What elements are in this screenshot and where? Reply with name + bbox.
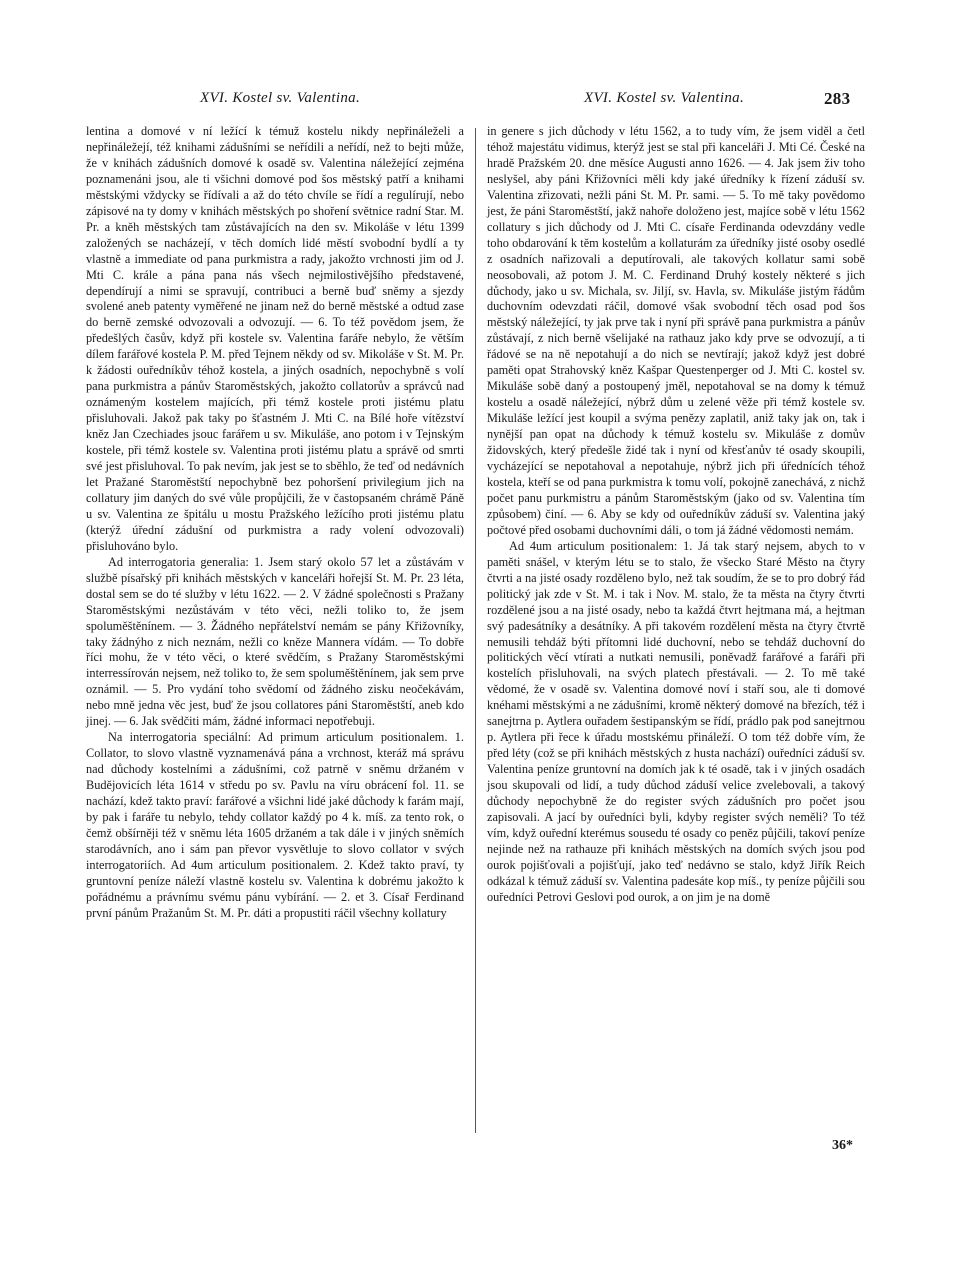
running-head-right: XVI. Kostel sv. Valentina. [584, 90, 744, 106]
paragraph: lentina a domové v ní ležící k témuž kostelu nikdy nepřináleželi a nepřináležejí, též knihami zádušními se neřídili a neřídí, než to bejti může, že v knihách zádušních domové k osadě sv. Valentina náležející zejména poznamenáni jsou, ale ti všichni domové pod šos městský patří a knihami městskými vždycky se řídívali a až do této chvíle se řídí a regulírují, nebo zápisové na ty domy v knihách městských po shoření světnice radní Star. M. Pr. a kněh městských tam zůstávajících na den sv. Mikoláše v létu 1399 založených se nacházejí, v těch domích lidé městí svobodní bydlí a ty vlastně a immediate od pana purkmistra a rady, jakožto vrchnosti jim od J. Mti C. krále a pána pana nás všech nejmilostivějšího představené, dependírují a nimi se spravují, contribuci a berně buď sněmy a sjezdy svolené aneb patenty vyměřené ne jinam než do berně městské a odtud zase do berně zemské odvozovali a odvozují. — 6. To též povědom jsem, že předešlých časův, když při kostele sv. Valentina faráře nebylo, že větším dílem farářové kostela P. M. před Tejnem někdy od sv. Mikoláše v St. M. Pr. k žádosti ouředníkův téhož kostela, a jiných osadních, nepochybně s volí pana purkmistra a pánův Staroměstských, jakožto collatorův a správců nad oznámeným kostelem majících, při témž kostele proti jistému platu přisluhovali. Jakož pak taky po šťastném J. Mti C. na Bílé hoře vítězství kněz Jan Czechiades jsouc farářem u sv. Mikuláše, ano potom i v Tejnským kostele, při témž kostele sv. Valentina proti jistému platu a správě od smrti své jest přisluhoval. To pak nevím, jak jest se to sběhlo, že teď od nedávních let Pražané Staroměstští nepochybně bez pohoršení privilegium jich na collatury jim daných do své vůle propůjčili, že v častopsaném chrámě Páně u sv. Valentina ze špitálu u mostu Pražského ležícího proti jistému platu (kterýž úřední zádušní od purkmistra a rady volení odvozovali) přisluhováno bylo. [86, 124, 464, 553]
right-column [487, 124, 865, 906]
column-divider [475, 128, 476, 1133]
paragraph: in genere s jich důchody v létu 1562, a to tudy vím, že jsem viděl a četl téhož majestátu vidimus, kterýž jest se stal při kanceláři J. Mti Cé. České na hradě Pražském 20. dne měsíce Augusti anno 1626. — 4. Jak jsem živ toho neslyšel, aby páni Křižovníci měli kdy jaké úředníky k řízení záduší sv. Valentina zřizovati, nežli páni St. M. Pr. sami. — 5. To mě taky povědomo jest, že páni Staroměstští, jakž nahoře doloženo jest, majíce sobě v létu 1562 collatury s jich důchody od J. Mti C. císaře Ferdinanda odevzdány vedle toho obdarování k těm kostelům a kollaturám za úředníky jisté osoby osedlé z osadních nařizovali a deputírovali, ale takových kollatur sami sobě neosobovali, až potom J. M. C. Ferdinand Druhý kostely některé s jich důchody, jako u sv. Michala, sv. Jiljí, sv. Havla, sv. Mikuláše jistým řádům duchovním odevzdati ráčil, domové však svobodní těch osad pod šos městský náležející, ty jak prve tak i nyní při správě pana purkmistra a pánův zůstávají, z nich berně všelijaké na rathauz jako kdy prve se odvozují, a ti řádové se na ně nepotahují a do nich se nevtírají; jakož když jest dobré paměti opat Strahovský kněz Kašpar Questenperger od J. Mti C. kostel sv. Mikuláše sobě daný a postoupený jměl, nepotahoval se na domy k témuž kostelu a osadě náležející, nýbrž dům u zelené věže při témž kostele sv. Mikuláše ležící jest koupil a svýma penězy zaplatil, aniž taky jak on, tak i nynější pan opat na důchody k témuž kostelu sv. Mikuláše z domův židovských, který předešle židé tak i nyní od křesťanův té osady skoupili, vycházející se nepotahoval a nepotahuje, nýbrž jich při úřednících téhož kostela, kteří se od pana purkmistra k tomu volí, pokojně zanechává, z nichž počet panu purkmistru a pánům Staroměstským (jako od sv. Valentina tím způsobem) činí. — 6. Aby se kdy od ouředníkův záduší sv. Valentina jaký počtové před osobami duchovními dáli, o tom já žádné vědomosti nemám. [487, 124, 865, 537]
left-column [86, 124, 464, 922]
running-head [0, 90, 960, 114]
signature-mark: 36* [832, 1138, 853, 1153]
paragraph: Ad interrogatoria generalia: 1. Jsem starý okolo 57 let a zůstávám v službě písařský při knihách městských v kanceláři hořejší St. M. Pr. 23 léta, dostal sem se do té služby v létu 1622. — 2. V žádné společnosti s Pražany Staroměstskými nezůstávám v této věci, nežli toliko to, že jsem spoluměštěnínem. — 3. Žádného nepřátelství nemám se pány Křižovníky, taky žádnýho z nich neznám, nežli co kněze Mannera vídám. — To dobře říci mohu, že v této věci, o které svědčím, s Pražany Staroměstskými interressírován nejsem, než toliko to, že sem spoluměštěnínem, jak sem prve oznámil. — 5. Pro vydání toho svědomí od žádného zisku neočekávám, nebo mně jedna věc jest, buď že jsou collatores páni Staroměstští, aneb kdo jinej. — 6. Jak svědčiti mám, žádné informaci nepotřebuji. [86, 554, 464, 729]
page-number: 283 [824, 89, 851, 108]
paragraph: Na interrogatoria speciální: Ad primum articulum positionalem. 1. Collator, to slovo vlastně vyznamenává pána a vrchnost, kteráž má správu nad důchody kostelními a zádušními, což patrně v sněmu držaném v Budějovicích léta 1614 v středu po sv. Pavlu na víru obrácení fol. 11. se nachází, kdež takto praví: farářové a všichni lidé jaké důchody k farám mají, by pak i faráře tu nebylo, tehdy collator každý po 4 k. míš. za tento rok, o čemž obšírněji též v sněmu léta 1605 držaném a tak dále i v jiných sněmích starodávních, ano i sám pan převor vysvětluje to slovo collator v svých interrogatoriích. Ad 4um articulum positionalem. 2. Kdež takto praví, ty gruntovní peníze náleží vlastně kostelu sv. Valentina k dobrému jakožto k pořádnému a právnímu svému pánu vybírání. — 2. et 3. Císař Ferdinand první pánům Pražanům St. M. Pr. dáti a propustiti ráčil všechny kollatury [86, 730, 464, 920]
running-head-left: XVI. Kostel sv. Valentina. [200, 90, 360, 106]
paragraph: Ad 4um articulum positionalem: 1. Já tak starý nejsem, abych to v paměti snášel, v kterým létu se to stalo, že všecko Staré Město na čtyry čtvrti a na jisté osady rozděleno bylo, než tak soudím, že se to pro dobrý řád politický jak zde v St. M. i tak i Nov. M. stalo, že ta města na čtyry čtvrti rozdělené jsou a na jisté osady, nebo ta každá čtvrt hejtmana má, a hejtman svý padesátníky a desátníky. A při takovém rozdělení města na čtyry čtvrtě nemusili tehdáž býti přítomni lidé duchovní, nebo se tehdáž duchovní do politických věcí vtírati a nutkati nemusili, poněvadž farářové a faráři při kostelích přisluhovali, na svých platech přestávali. — 2. To mě také vědomé, že v osadě sv. Valentina domové noví i staří sou, ale ti domové knéhami městskými a ne zádušními, kromě některý domové na březích, též i sanejtrna p. Aytlera ouřadem šestipanským se řídí, prádlo pak pod sanejtrnou p. Aytlera při řece k úřadu mostskému přináleží. O tom též dobře vím, že před léty (což se při knihách městských z husta nachází) ouředníci záduší sv. Valentina peníze gruntovní na domích jak k té osadě, tak i v jiných osadách jsou skupovali od lidí, a tudy důchod záduší velice zvelebovali, a takový důchody nepochybně že do register svých zádušních pro počet jsou zapisovali. A jací by ouředníci byli, kdyby register svých neměli? To též vím, když ouřední kterémus sousedu té osady co peněz půjčili, takoví peníze nejinde než na rathauze při knihách městských na domích svých jsou pod ourok pojišťovali a pojišťují, jako teď nedávno se stalo, když Jiřík Reich odkázal k témuž záduší sv. Valentina padesáte kop míš., ty peníze půjčili sou ouředníci Petrovi Geslovi pod ourok, a on jim je na domě [487, 538, 865, 904]
